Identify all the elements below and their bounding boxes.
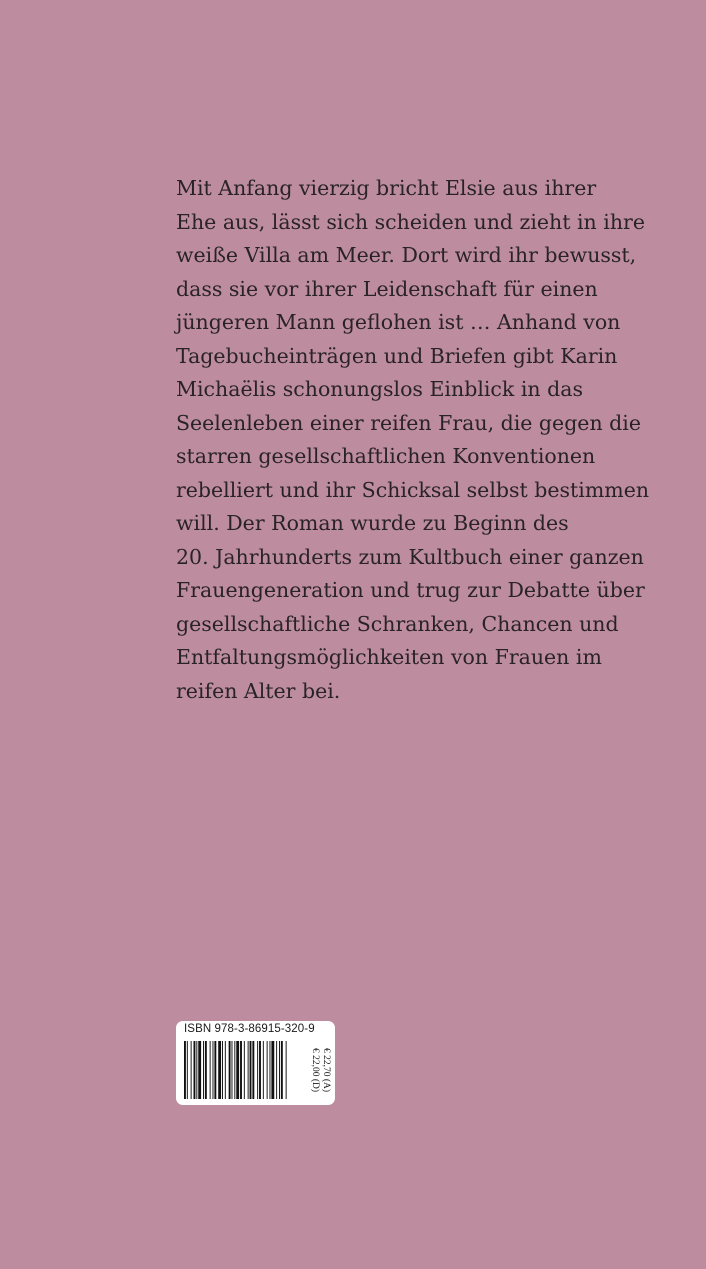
isbn-barcode-label <box>176 1021 335 1105</box>
barcode-bar <box>270 1041 271 1099</box>
isbn-number: ISBN 978-3-86915-320-9 <box>184 1023 315 1035</box>
price-block <box>308 1039 332 1101</box>
blurb-line: 20. Jahrhunderts zum Kultbuch einer ganzen <box>176 544 644 569</box>
blurb-line: Seelenleben einer reifen Frau, die gegen die <box>176 410 641 435</box>
barcode-bar <box>234 1041 235 1099</box>
blurb-line: Frauengeneration und trug zur Debatte über <box>176 578 645 602</box>
barcode-bar <box>196 1041 197 1099</box>
blurb-line: Michaëlis schonungslos Einblick in das <box>176 377 583 401</box>
barcode-bar <box>187 1041 188 1099</box>
barcode-bar <box>191 1041 192 1099</box>
barcode-bar <box>257 1041 258 1099</box>
barcode-bar <box>194 1041 196 1099</box>
barcode-bar <box>267 1041 268 1099</box>
blurb-line: Entfaltungsmöglichkeiten von Frauen im <box>176 645 602 669</box>
blurb-line: Tagebucheinträgen und Briefen gibt Karin <box>176 343 618 368</box>
blurb-text <box>176 172 696 708</box>
blurb-line: Mit Anfang vierzig bricht Elsie aus ihrer <box>176 176 597 200</box>
blurb-line: weiße Villa am Meer. Dort wird ihr bewusst, <box>176 243 637 267</box>
barcode-bar <box>222 1041 223 1099</box>
barcode-bar <box>240 1041 242 1099</box>
barcode-bar <box>214 1041 216 1099</box>
blurb-line: gesellschaftliche Schranken, Chancen und <box>176 611 619 636</box>
barcode-bar <box>259 1041 261 1099</box>
barcode-bar <box>184 1041 186 1099</box>
barcode-bar <box>276 1041 277 1099</box>
barcode-bar <box>232 1041 233 1099</box>
blurb-line: jüngeren Mann geflohen ist … Anhand von <box>176 310 621 334</box>
barcode-bar <box>225 1041 226 1099</box>
barcode-bar <box>236 1041 239 1099</box>
barcode-bar <box>263 1041 264 1099</box>
barcode-image <box>184 1041 309 1099</box>
barcode-bar <box>210 1041 211 1099</box>
price-austria: € 22,70 (A) <box>321 1047 331 1093</box>
barcode-bar <box>252 1041 254 1099</box>
barcode-bar <box>213 1041 214 1099</box>
barcode-bar <box>286 1041 287 1099</box>
price-germany: € 22,00 (D) <box>310 1047 320 1093</box>
blurb-line: starren gesellschaftlichen Konventionen <box>176 444 596 468</box>
blurb-line: reifen Alter bei. <box>176 678 341 703</box>
blurb-line: dass sie vor ihrer Leidenschaft für einen <box>176 276 598 301</box>
barcode-bar <box>250 1041 252 1099</box>
barcode-bar <box>229 1041 231 1099</box>
barcode-bar <box>198 1041 201 1099</box>
barcode-bar <box>205 1041 207 1099</box>
barcode-bar <box>218 1041 221 1099</box>
blurb-line: will. Der Roman wurde zu Beginn des <box>176 511 569 535</box>
barcode-bar <box>203 1041 204 1099</box>
blurb-line: Ehe aus, lässt sich scheiden und zieht in ihre <box>176 209 645 234</box>
barcode-bar <box>271 1041 274 1099</box>
blurb-line: rebelliert und ihr Schicksal selbst bestimmen <box>176 477 650 502</box>
barcode-bar <box>279 1041 280 1099</box>
barcode-bar <box>244 1041 245 1099</box>
barcode-bar <box>248 1041 249 1099</box>
barcode-bar <box>281 1041 283 1099</box>
